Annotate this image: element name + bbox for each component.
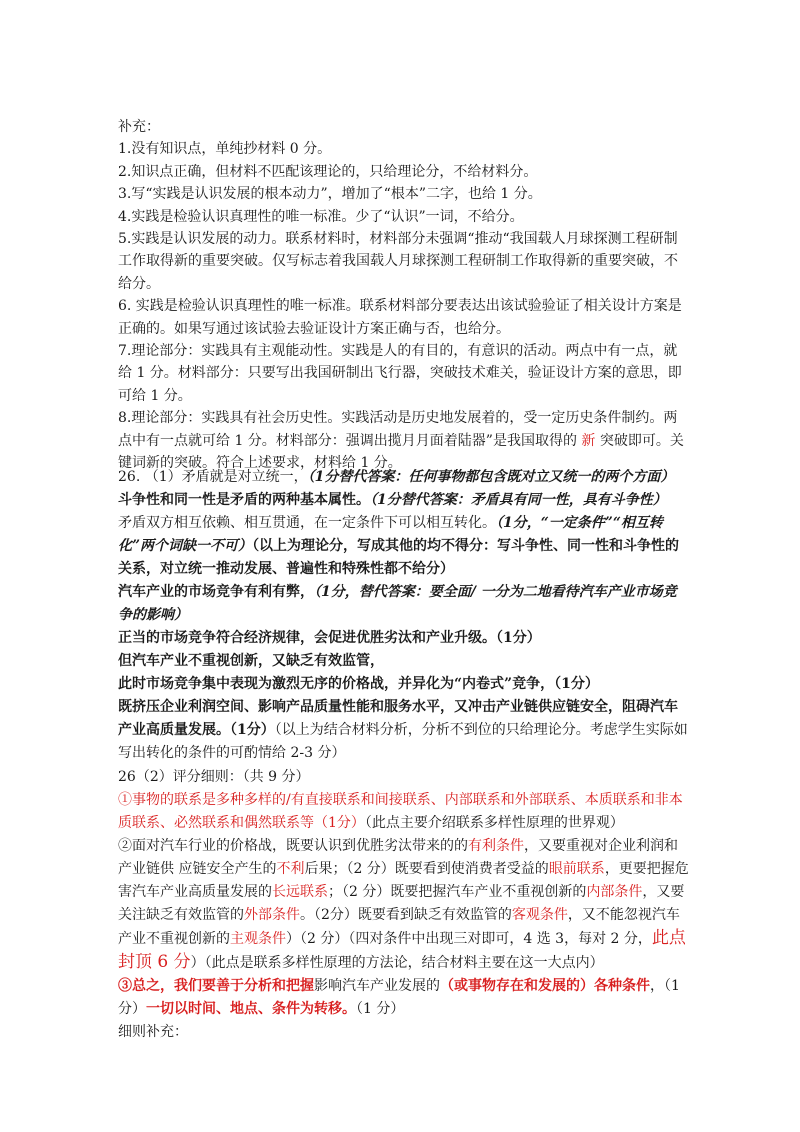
p2-red-1: 有利条件 [468, 838, 524, 854]
p2-text-g: 。（2分）既要看到缺乏有效监管的 [300, 907, 512, 923]
q26-part1-section [118, 466, 690, 765]
supplement-item-1: 1.没有知识点，单纯抄材料 0 分。 [118, 141, 332, 158]
q26-part2-section [118, 766, 690, 1044]
q26-1-line-3 [118, 512, 690, 581]
q26-2-footer: 细则补充： [118, 1024, 188, 1040]
q26-2-point-3 [118, 975, 690, 1021]
supplement-section [118, 116, 690, 475]
p2-text-c: 后果；（2 分）既要看到使消费者受益的 [304, 861, 549, 877]
p2-red-7: 客观条件 [511, 907, 568, 923]
supplement-item-4: 4.实践是检验认识真理性的唯一标准。少了“认识”一词，不给分。 [118, 208, 524, 225]
item8-text-a: 8.理论部分：实践具有社会历史性。实践活动是历史地发展着的，受一定历史条件制约。两点中有一点就可给 1 分。材料部分：强调出揽月月面着陆器”是我国取得的 [118, 410, 678, 449]
q26-2-point-2 [118, 835, 690, 975]
q26-1-line-7: 此时市场竞争集中表现为激烈无序的价格战，并异化为“内卷式”竞争，（1分） [118, 676, 599, 692]
p2-text-f: ，又要关注缺乏有效监管的 [118, 884, 685, 923]
p2-text-e: ；（2 分）既要把握汽车产业不重视创新的 [328, 884, 587, 900]
q26-1-line-5: 正当的市场竞争符合经济规律，会促进优胜劣汰和产业升级。（1分） [118, 630, 541, 646]
p2-red-6: 外部条件 [244, 907, 300, 923]
q26-1-note-material: （以上为结合材料分析，分析不到位的只给理论分。考虑学生实际如写出转化的条件的可酌情给 2-3 分） [118, 722, 688, 761]
q26-1-alt-2: （1分替代答案：矛盾具有同一性，具有斗争性） [370, 492, 667, 508]
supplement-title: 补充： [118, 119, 160, 135]
q26-1-point-2: 斗争性和同一性是矛盾的两种基本属性。 [118, 492, 370, 508]
q26-1-alt-1: （1分替代答案：任何事物都包含既对立又统一的两个方面） [307, 469, 675, 485]
q26-1-line-6: 但汽车产业不重视创新，又缺乏有效监管， [118, 653, 384, 669]
q26-2-point-1 [118, 789, 690, 835]
p3-red-3: 一切以时间、地点、条件为转移。 [146, 1001, 356, 1017]
p2-text-j: ）（此点是联系多样性原理的方法论，结合材料主要在这一大点内） [190, 955, 604, 971]
q26-1-point-8: 既挤压企业利润空间、影响产品质量性能和服务水平，又冲击产业链供应链安全，阻碍汽车产业高质量发展。（1分） [118, 699, 678, 738]
q26-1-point-1: 26. （1）矛盾就是对立统一， [118, 469, 308, 485]
p2-red-5: 内部条件 [586, 884, 643, 900]
q26-1-alt-3: （1分，“一定条件”“相互转化”两个词缺一不可） [118, 515, 663, 554]
q26-2-point-1-red: ①事物的联系是多种多样的/有直接联系和间接联系、内部联系和外部联系、本质联系和非本质联系、必然联系和偶然联系等（1分） [118, 792, 683, 831]
p2-red-2: 不利 [276, 861, 305, 877]
supplement-item-6: 6. 实践是检验认识真理性的唯一标准。联系材料部分要表达出该试验验证了相关设计方案是正确的。如果写通过该试验去验证设计方案正确与否，也给分。 [118, 298, 682, 337]
supplement-item-2: 2.知识点正确，但材料不匹配该理论的，只给理论分，不给材料分。 [118, 163, 538, 180]
q26-2-title: 26（2）评分细则：（共 9 分） [118, 769, 310, 785]
q26-1-line-1 [118, 466, 690, 489]
p2-text-i: ）（2 分）（四对条件中出现三对即可，4 选 3，每对 2 分， [286, 931, 652, 947]
p3-red-2: （或事物存在和发展的）各种条件 [440, 978, 650, 994]
q26-1-note-theory: （以上为理论分，写成其他的均不得分：写斗争性、同一性和斗争性的关系，对立统一推动发展、普遍性和特殊性都不给分） [118, 538, 680, 577]
item8-red-keyword: 新 [581, 432, 596, 449]
supplement-item-8 [118, 407, 690, 474]
item8-text-b: 突破即可。关键词新的突破。符合上述要求，材料给 1 分。 [118, 432, 684, 472]
p2-red-8: 主观条件 [230, 931, 286, 947]
p2-text-h: ，又不能忽视汽车产业不重视创新的 [118, 907, 680, 947]
q26-1-line-8 [118, 696, 690, 765]
q26-1-line-4 [118, 581, 690, 627]
p3-text-m: （1 分） [356, 1001, 405, 1017]
supplement-item-7: 7.理论部分：实践具有主观能动性。实践是人的有目的，有意识的活动。两点中有一点，就给 1 分。材料部分：只要写出我国研制出飞行器，突破技术难关，验证设计方案的意思，即可给 1 分。 [118, 343, 682, 404]
q26-1-alt-4: （1分，替代答案：要全面/ 一分为二地看待汽车产业市场竞争的影响） [118, 584, 677, 623]
p3-text-k: 影响汽车产业发展的 [314, 978, 440, 994]
q26-1-line-2 [118, 489, 690, 512]
q26-1-point-4: 汽车产业的市场竞争有利有弊， [118, 584, 314, 600]
p2-red-4: 长远联系 [272, 884, 328, 900]
p2-text-b: ，又要重视对企业利润和产业链供 应链安全产生的 [118, 838, 678, 877]
q26-2-point-1-note: （此点主要介绍联系多样性原理的世界观） [364, 815, 624, 831]
p2-text-a: ②面对汽车行业的价格战，既要认识到优胜劣汰带来的的 [118, 838, 468, 854]
supplement-item-5: 5.实践是认识发展的动力。联系材料时，材料部分未强调“推动“我国载人月球探测工程研制工作取得新的重要突破。仅写标志着我国载人月球探测工程研制工作取得新的重要突破，不给分。 [118, 231, 678, 292]
supplement-item-3: 3.写“实践是认识发展的根本动力”，增加了“根本”二字，也给 1 分。 [118, 186, 542, 203]
p2-text-d: ，更要把握危害汽车产业高质量发展的 [118, 861, 689, 900]
p2-red-3: 眼前联系 [548, 861, 605, 877]
p3-text-l: ，（1 分） [118, 978, 680, 1017]
p3-red-1: ③总之，我们要善于分析和把握 [118, 978, 314, 994]
p2-red-cap: 此点封顶 6 分 [118, 928, 686, 972]
q26-1-point-3: 矛盾双方相互依赖、相互贯通，在一定条件下可以相互转化。 [118, 515, 496, 531]
